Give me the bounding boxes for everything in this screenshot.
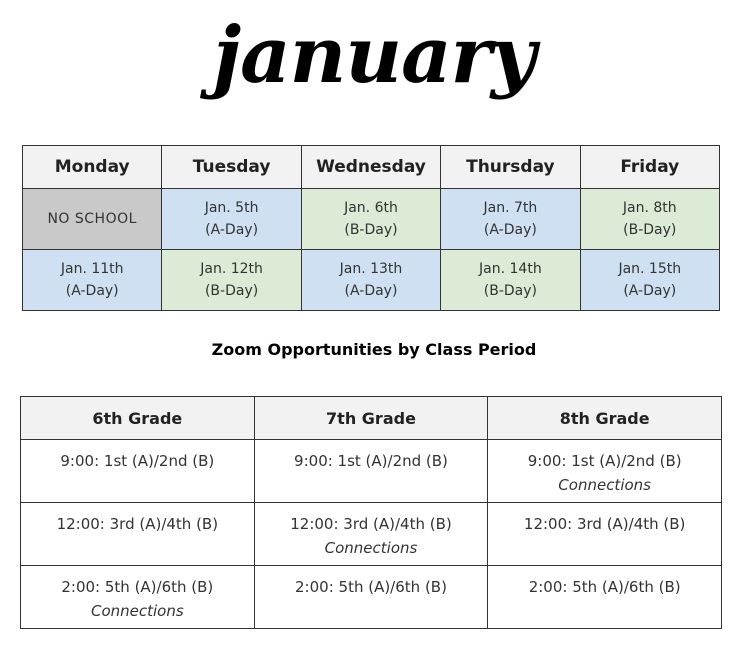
cell-date: Jan. 11th	[60, 261, 124, 277]
zoom-cell	[254, 503, 488, 566]
cell-day-type: (B-Day)	[204, 283, 259, 299]
zoom-time: 12:00: 3rd (A)/4th (B)	[290, 515, 452, 533]
cell-day-type: (B-Day)	[623, 222, 677, 238]
cell-date: Jan. 8th	[622, 200, 677, 216]
zoom-time: 12:00: 3rd (A)/4th (B)	[56, 515, 219, 533]
cell-day-type: (A-Day)	[483, 222, 537, 238]
zoom-cell	[254, 566, 488, 629]
day-header-thursday: Thursday	[441, 146, 580, 189]
calendar-cell	[441, 250, 580, 311]
cell-day-type: (B-Day)	[483, 283, 537, 299]
calendar-cell	[580, 189, 719, 250]
zoom-cell	[488, 440, 722, 503]
cell-day-type: (A-Day)	[623, 283, 677, 299]
day-header-monday: Monday	[23, 146, 162, 189]
zoom-time: 2:00: 5th (A)/6th (B)	[295, 578, 447, 596]
calendar-cell	[441, 189, 580, 250]
zoom-cell	[21, 503, 255, 566]
zoom-time: 12:00: 3rd (A)/4th (B)	[523, 515, 686, 533]
zoom-row	[21, 566, 722, 629]
zoom-cell	[21, 566, 255, 629]
zoom-time: 9:00: 1st (A)/2nd (B)	[527, 452, 682, 470]
cell-date: Jan. 12th	[200, 261, 263, 277]
cell-date: Jan. 7th	[483, 200, 538, 216]
zoom-note: Connections	[558, 476, 651, 494]
zoom-note: Connections	[90, 602, 184, 620]
zoom-note: Connections	[324, 539, 418, 557]
calendar-cell	[162, 250, 301, 311]
calendar-week-row	[23, 250, 720, 311]
zoom-time: 9:00: 1st (A)/2nd (B)	[294, 452, 448, 470]
cell-day-type: (A-Day)	[65, 283, 119, 299]
calendar-week-row	[23, 189, 720, 250]
cell-day-type: (B-Day)	[344, 222, 398, 238]
zoom-row	[21, 440, 722, 503]
cell-day-type: (A-Day)	[205, 222, 259, 238]
calendar-cell	[162, 189, 301, 250]
calendar-cell	[301, 250, 440, 311]
cell-date: Jan. 14th	[479, 261, 542, 277]
grade-header-8th: 8th Grade	[488, 397, 722, 440]
cell-date: Jan. 15th	[618, 261, 682, 277]
zoom-schedule-table	[20, 396, 722, 629]
page-title: january	[212, 10, 536, 101]
zoom-cell	[488, 566, 722, 629]
zoom-cell	[21, 440, 255, 503]
day-header-friday: Friday	[580, 146, 719, 189]
grade-header-7th: 7th Grade	[254, 397, 488, 440]
calendar-cell	[23, 250, 162, 311]
day-header-wednesday: Wednesday	[301, 146, 440, 189]
zoom-row	[21, 503, 722, 566]
zoom-time: 2:00: 5th (A)/6th (B)	[61, 578, 214, 596]
zoom-header-row	[21, 397, 722, 440]
calendar-header-row	[23, 146, 720, 189]
cell-date: NO SCHOOL	[47, 211, 137, 227]
zoom-cell	[488, 503, 722, 566]
calendar-cell	[301, 189, 440, 250]
calendar-cell-no-school	[23, 189, 162, 250]
cell-date: Jan. 6th	[344, 200, 398, 216]
zoom-cell	[254, 440, 488, 503]
cell-date: Jan. 13th	[339, 261, 403, 277]
day-header-tuesday: Tuesday	[162, 146, 301, 189]
cell-date: Jan. 5th	[204, 200, 259, 216]
zoom-time: 2:00: 5th (A)/6th (B)	[528, 578, 681, 596]
calendar-table	[22, 145, 720, 311]
cell-day-type: (A-Day)	[344, 283, 398, 299]
calendar-cell	[580, 250, 719, 311]
zoom-time: 9:00: 1st (A)/2nd (B)	[60, 452, 215, 470]
grade-header-6th: 6th Grade	[21, 397, 255, 440]
zoom-section-heading: Zoom Opportunities by Class Period	[211, 340, 537, 359]
